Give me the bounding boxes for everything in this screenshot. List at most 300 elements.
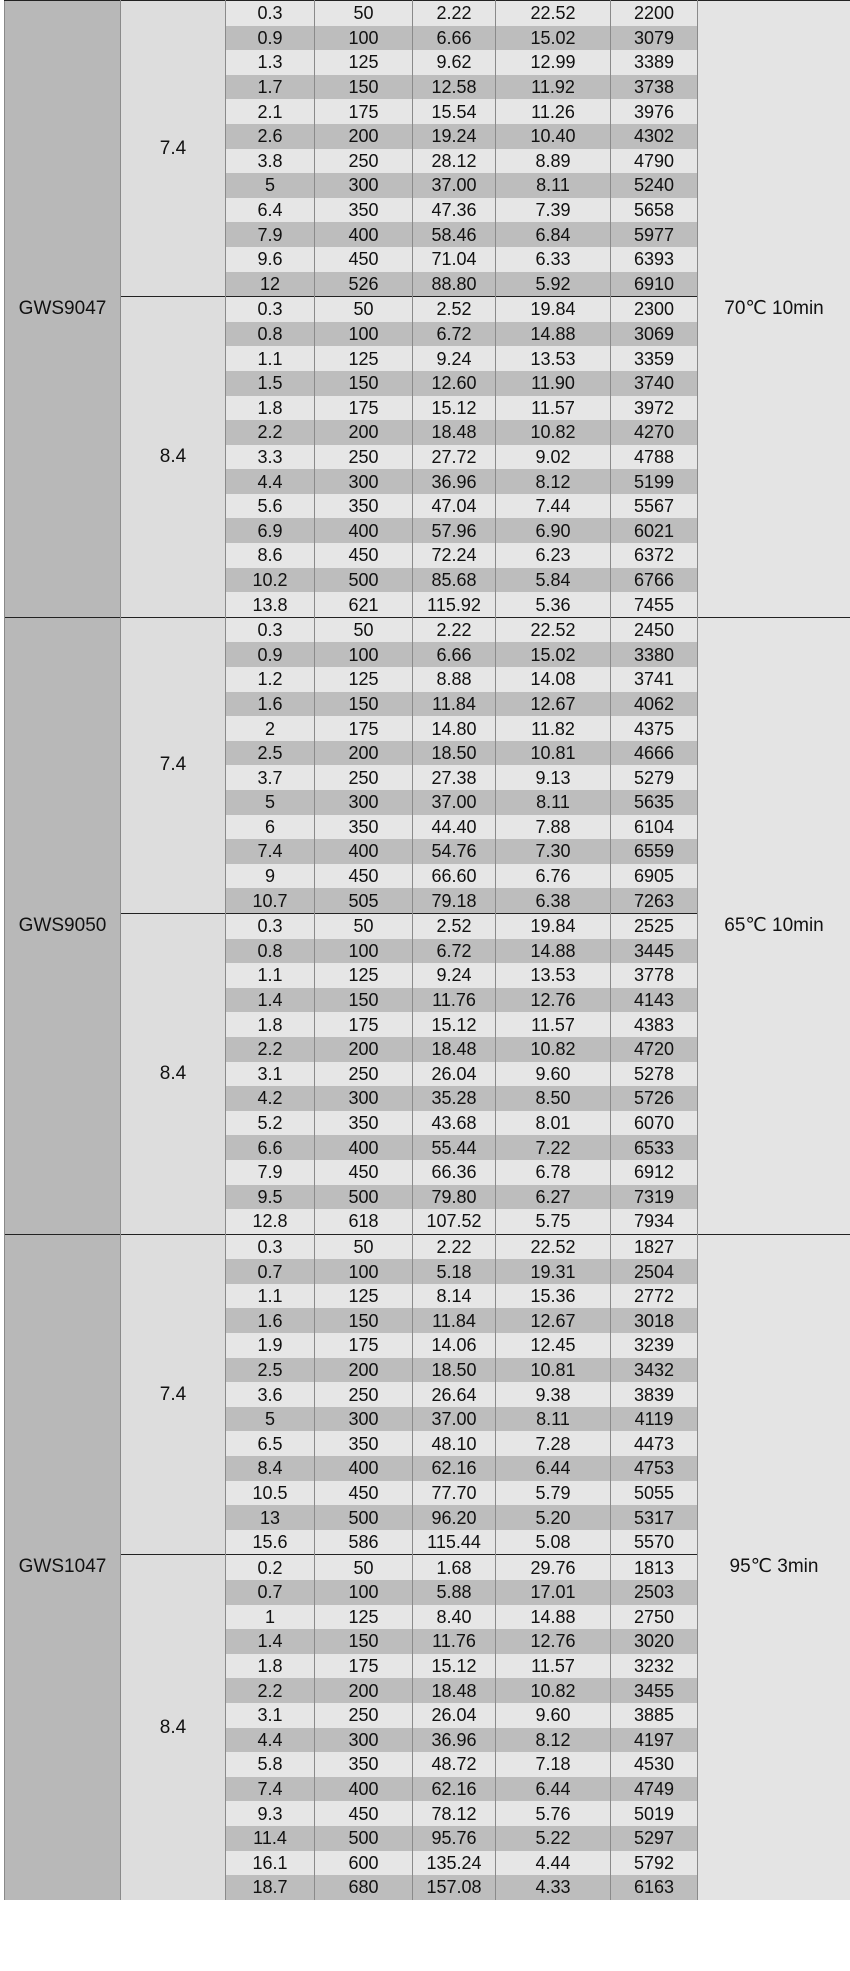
current-cell: 10.5 xyxy=(226,1481,315,1506)
efficiency-cell: 10.81 xyxy=(496,1358,611,1383)
throttle-cell: 450 xyxy=(315,543,413,568)
current-cell: 6.4 xyxy=(226,198,315,223)
rpm-cell: 7319 xyxy=(611,1185,698,1210)
throttle-cell: 400 xyxy=(315,839,413,864)
rpm-cell: 6766 xyxy=(611,568,698,593)
throttle-cell: 100 xyxy=(315,26,413,51)
current-cell: 9.3 xyxy=(226,1801,315,1826)
efficiency-cell: 7.28 xyxy=(496,1431,611,1456)
rpm-cell: 2525 xyxy=(611,913,698,938)
efficiency-cell: 9.60 xyxy=(496,1703,611,1728)
rpm-cell: 7455 xyxy=(611,592,698,617)
efficiency-cell: 19.84 xyxy=(496,297,611,322)
efficiency-cell: 10.82 xyxy=(496,1037,611,1062)
throttle-cell: 200 xyxy=(315,124,413,149)
throttle-cell: 175 xyxy=(315,1654,413,1679)
rpm-cell: 3972 xyxy=(611,396,698,421)
power-cell: 28.12 xyxy=(413,149,496,174)
power-cell: 85.68 xyxy=(413,568,496,593)
throttle-cell: 50 xyxy=(315,1234,413,1259)
efficiency-cell: 19.84 xyxy=(496,913,611,938)
efficiency-cell: 5.92 xyxy=(496,272,611,297)
rpm-cell: 3740 xyxy=(611,371,698,396)
throttle-cell: 50 xyxy=(315,297,413,322)
efficiency-cell: 5.08 xyxy=(496,1530,611,1555)
throttle-cell: 618 xyxy=(315,1209,413,1234)
efficiency-cell: 8.11 xyxy=(496,1407,611,1432)
power-cell: 43.68 xyxy=(413,1111,496,1136)
rpm-cell: 5279 xyxy=(611,765,698,790)
current-cell: 7.4 xyxy=(226,1777,315,1802)
current-cell: 0.3 xyxy=(226,297,315,322)
throttle-cell: 500 xyxy=(315,1826,413,1851)
current-cell: 7.9 xyxy=(226,1160,315,1185)
efficiency-cell: 13.53 xyxy=(496,346,611,371)
power-cell: 5.88 xyxy=(413,1580,496,1605)
power-cell: 48.10 xyxy=(413,1431,496,1456)
rpm-cell: 3839 xyxy=(611,1382,698,1407)
rpm-cell: 3389 xyxy=(611,50,698,75)
table-row xyxy=(5,1,850,26)
power-cell: 88.80 xyxy=(413,272,496,297)
efficiency-cell: 11.82 xyxy=(496,716,611,741)
current-cell: 5 xyxy=(226,1407,315,1432)
rpm-cell: 5792 xyxy=(611,1851,698,1876)
power-cell: 55.44 xyxy=(413,1135,496,1160)
current-cell: 5.6 xyxy=(226,494,315,519)
current-cell: 1.1 xyxy=(226,963,315,988)
current-cell: 6 xyxy=(226,815,315,840)
current-cell: 1.8 xyxy=(226,1012,315,1037)
power-cell: 157.08 xyxy=(413,1875,496,1900)
throttle-cell: 150 xyxy=(315,371,413,396)
power-cell: 44.40 xyxy=(413,815,496,840)
power-cell: 6.72 xyxy=(413,322,496,347)
throttle-cell: 150 xyxy=(315,692,413,717)
current-cell: 2.5 xyxy=(226,741,315,766)
current-cell: 0.7 xyxy=(226,1580,315,1605)
efficiency-cell: 8.12 xyxy=(496,469,611,494)
efficiency-cell: 7.30 xyxy=(496,839,611,864)
efficiency-cell: 11.57 xyxy=(496,396,611,421)
throttle-cell: 175 xyxy=(315,1333,413,1358)
throttle-cell: 200 xyxy=(315,1678,413,1703)
current-cell: 0.8 xyxy=(226,939,315,964)
rpm-cell: 5317 xyxy=(611,1505,698,1530)
current-cell: 3.8 xyxy=(226,149,315,174)
voltage-cell: 7.4 xyxy=(121,617,226,913)
rpm-cell: 7934 xyxy=(611,1209,698,1234)
current-cell: 0.8 xyxy=(226,322,315,347)
power-cell: 115.92 xyxy=(413,592,496,617)
power-cell: 14.80 xyxy=(413,716,496,741)
power-cell: 9.24 xyxy=(413,963,496,988)
current-cell: 13 xyxy=(226,1505,315,1530)
current-cell: 0.7 xyxy=(226,1259,315,1284)
rpm-cell: 5977 xyxy=(611,222,698,247)
efficiency-cell: 10.82 xyxy=(496,420,611,445)
current-cell: 6.9 xyxy=(226,518,315,543)
rpm-cell: 1827 xyxy=(611,1234,698,1259)
current-cell: 18.7 xyxy=(226,1875,315,1900)
rpm-cell: 3432 xyxy=(611,1358,698,1383)
efficiency-cell: 15.02 xyxy=(496,642,611,667)
efficiency-cell: 6.27 xyxy=(496,1185,611,1210)
throttle-cell: 125 xyxy=(315,1284,413,1309)
current-cell: 2.2 xyxy=(226,1037,315,1062)
current-cell: 1.8 xyxy=(226,1654,315,1679)
current-cell: 2.2 xyxy=(226,1678,315,1703)
current-cell: 8.4 xyxy=(226,1456,315,1481)
throttle-cell: 621 xyxy=(315,592,413,617)
current-cell: 6.5 xyxy=(226,1431,315,1456)
power-cell: 36.96 xyxy=(413,1728,496,1753)
current-cell: 12.8 xyxy=(226,1209,315,1234)
model-name: GWS9047 xyxy=(5,1,121,618)
throttle-cell: 300 xyxy=(315,1728,413,1753)
efficiency-cell: 14.88 xyxy=(496,322,611,347)
power-cell: 57.96 xyxy=(413,518,496,543)
efficiency-cell: 15.36 xyxy=(496,1284,611,1309)
current-cell: 5 xyxy=(226,173,315,198)
efficiency-cell: 9.13 xyxy=(496,765,611,790)
throttle-cell: 175 xyxy=(315,1012,413,1037)
efficiency-cell: 11.57 xyxy=(496,1012,611,1037)
efficiency-cell: 29.76 xyxy=(496,1555,611,1580)
rpm-cell: 6070 xyxy=(611,1111,698,1136)
rpm-cell: 4375 xyxy=(611,716,698,741)
current-cell: 9.6 xyxy=(226,247,315,272)
throttle-cell: 50 xyxy=(315,913,413,938)
rpm-cell: 4753 xyxy=(611,1456,698,1481)
throttle-cell: 100 xyxy=(315,1259,413,1284)
rpm-cell: 3020 xyxy=(611,1629,698,1654)
power-cell: 37.00 xyxy=(413,790,496,815)
power-cell: 96.20 xyxy=(413,1505,496,1530)
current-cell: 11.4 xyxy=(226,1826,315,1851)
power-cell: 2.52 xyxy=(413,297,496,322)
power-cell: 71.04 xyxy=(413,247,496,272)
efficiency-cell: 14.88 xyxy=(496,939,611,964)
efficiency-cell: 7.39 xyxy=(496,198,611,223)
current-cell: 2.6 xyxy=(226,124,315,149)
voltage-cell: 8.4 xyxy=(121,297,226,618)
throttle-cell: 250 xyxy=(315,1382,413,1407)
throttle-cell: 150 xyxy=(315,1308,413,1333)
current-cell: 8.6 xyxy=(226,543,315,568)
current-cell: 1.2 xyxy=(226,667,315,692)
throttle-cell: 200 xyxy=(315,1358,413,1383)
throttle-cell: 50 xyxy=(315,1555,413,1580)
throttle-cell: 350 xyxy=(315,198,413,223)
current-cell: 2 xyxy=(226,716,315,741)
power-cell: 18.48 xyxy=(413,1678,496,1703)
throttle-cell: 175 xyxy=(315,99,413,124)
rpm-cell: 4143 xyxy=(611,988,698,1013)
throttle-cell: 680 xyxy=(315,1875,413,1900)
efficiency-cell: 22.52 xyxy=(496,1,611,26)
efficiency-cell: 5.76 xyxy=(496,1801,611,1826)
current-cell: 0.3 xyxy=(226,1234,315,1259)
power-cell: 18.48 xyxy=(413,1037,496,1062)
rpm-cell: 4666 xyxy=(611,741,698,766)
efficiency-cell: 7.22 xyxy=(496,1135,611,1160)
efficiency-cell: 11.92 xyxy=(496,75,611,100)
efficiency-cell: 5.20 xyxy=(496,1505,611,1530)
throttle-cell: 300 xyxy=(315,469,413,494)
efficiency-cell: 17.01 xyxy=(496,1580,611,1605)
throttle-cell: 125 xyxy=(315,963,413,988)
efficiency-cell: 8.89 xyxy=(496,149,611,174)
rpm-cell: 4749 xyxy=(611,1777,698,1802)
rpm-cell: 6905 xyxy=(611,864,698,889)
rpm-cell: 2200 xyxy=(611,1,698,26)
power-cell: 18.48 xyxy=(413,420,496,445)
rpm-cell: 6021 xyxy=(611,518,698,543)
power-cell: 11.84 xyxy=(413,1308,496,1333)
power-cell: 26.04 xyxy=(413,1703,496,1728)
efficiency-cell: 9.38 xyxy=(496,1382,611,1407)
efficiency-cell: 11.26 xyxy=(496,99,611,124)
power-cell: 27.38 xyxy=(413,765,496,790)
power-cell: 11.76 xyxy=(413,1629,496,1654)
current-cell: 6.6 xyxy=(226,1135,315,1160)
efficiency-cell: 8.01 xyxy=(496,1111,611,1136)
rpm-cell: 3359 xyxy=(611,346,698,371)
efficiency-cell: 12.67 xyxy=(496,692,611,717)
rpm-cell: 6104 xyxy=(611,815,698,840)
throttle-cell: 100 xyxy=(315,322,413,347)
power-cell: 8.40 xyxy=(413,1605,496,1630)
throttle-cell: 400 xyxy=(315,1456,413,1481)
current-cell: 1.8 xyxy=(226,396,315,421)
rpm-cell: 6559 xyxy=(611,839,698,864)
current-cell: 7.9 xyxy=(226,222,315,247)
power-cell: 5.18 xyxy=(413,1259,496,1284)
current-cell: 1.6 xyxy=(226,692,315,717)
power-cell: 15.12 xyxy=(413,396,496,421)
rpm-cell: 5055 xyxy=(611,1481,698,1506)
efficiency-cell: 12.99 xyxy=(496,50,611,75)
throttle-cell: 50 xyxy=(315,1,413,26)
throttle-cell: 150 xyxy=(315,988,413,1013)
power-cell: 15.12 xyxy=(413,1654,496,1679)
rpm-cell: 4270 xyxy=(611,420,698,445)
throttle-cell: 250 xyxy=(315,765,413,790)
efficiency-cell: 6.33 xyxy=(496,247,611,272)
throttle-cell: 450 xyxy=(315,247,413,272)
power-cell: 47.04 xyxy=(413,494,496,519)
throttle-cell: 400 xyxy=(315,518,413,543)
rpm-cell: 5658 xyxy=(611,198,698,223)
rpm-cell: 2750 xyxy=(611,1605,698,1630)
rpm-cell: 6533 xyxy=(611,1135,698,1160)
throttle-cell: 350 xyxy=(315,1752,413,1777)
current-cell: 13.8 xyxy=(226,592,315,617)
power-cell: 26.64 xyxy=(413,1382,496,1407)
current-cell: 0.3 xyxy=(226,1,315,26)
current-cell: 12 xyxy=(226,272,315,297)
power-cell: 135.24 xyxy=(413,1851,496,1876)
power-cell: 11.76 xyxy=(413,988,496,1013)
rpm-cell: 3741 xyxy=(611,667,698,692)
efficiency-cell: 8.11 xyxy=(496,790,611,815)
current-cell: 3.1 xyxy=(226,1703,315,1728)
power-cell: 18.50 xyxy=(413,741,496,766)
current-cell: 2.2 xyxy=(226,420,315,445)
rpm-cell: 4302 xyxy=(611,124,698,149)
rpm-cell: 4788 xyxy=(611,445,698,470)
throttle-cell: 600 xyxy=(315,1851,413,1876)
power-cell: 6.66 xyxy=(413,642,496,667)
power-cell: 47.36 xyxy=(413,198,496,223)
rpm-cell: 4383 xyxy=(611,1012,698,1037)
throttle-cell: 450 xyxy=(315,1160,413,1185)
throttle-cell: 100 xyxy=(315,642,413,667)
test-condition: 95℃ 3min xyxy=(698,1234,850,1900)
rpm-cell: 5240 xyxy=(611,173,698,198)
power-cell: 12.60 xyxy=(413,371,496,396)
efficiency-cell: 8.50 xyxy=(496,1086,611,1111)
current-cell: 1.1 xyxy=(226,346,315,371)
rpm-cell: 6163 xyxy=(611,1875,698,1900)
rpm-cell: 6910 xyxy=(611,272,698,297)
throttle-cell: 526 xyxy=(315,272,413,297)
rpm-cell: 6372 xyxy=(611,543,698,568)
current-cell: 0.3 xyxy=(226,913,315,938)
throttle-cell: 250 xyxy=(315,1062,413,1087)
throttle-cell: 400 xyxy=(315,1135,413,1160)
power-cell: 9.62 xyxy=(413,50,496,75)
current-cell: 0.3 xyxy=(226,617,315,642)
power-cell: 6.72 xyxy=(413,939,496,964)
rpm-cell: 5199 xyxy=(611,469,698,494)
current-cell: 4.2 xyxy=(226,1086,315,1111)
power-cell: 79.18 xyxy=(413,888,496,913)
efficiency-cell: 15.02 xyxy=(496,26,611,51)
efficiency-cell: 12.45 xyxy=(496,1333,611,1358)
test-condition: 65℃ 10min xyxy=(698,617,850,1234)
efficiency-cell: 5.75 xyxy=(496,1209,611,1234)
power-cell: 2.22 xyxy=(413,617,496,642)
throttle-cell: 450 xyxy=(315,1481,413,1506)
power-cell: 78.12 xyxy=(413,1801,496,1826)
efficiency-cell: 6.44 xyxy=(496,1777,611,1802)
efficiency-cell: 12.76 xyxy=(496,1629,611,1654)
power-cell: 14.06 xyxy=(413,1333,496,1358)
efficiency-cell: 6.38 xyxy=(496,888,611,913)
power-cell: 72.24 xyxy=(413,543,496,568)
rpm-cell: 5567 xyxy=(611,494,698,519)
power-cell: 9.24 xyxy=(413,346,496,371)
efficiency-cell: 10.40 xyxy=(496,124,611,149)
current-cell: 3.1 xyxy=(226,1062,315,1087)
throttle-cell: 150 xyxy=(315,75,413,100)
efficiency-cell: 12.76 xyxy=(496,988,611,1013)
efficiency-cell: 6.84 xyxy=(496,222,611,247)
rpm-cell: 6393 xyxy=(611,247,698,272)
efficiency-cell: 5.79 xyxy=(496,1481,611,1506)
power-cell: 37.00 xyxy=(413,173,496,198)
power-cell: 48.72 xyxy=(413,1752,496,1777)
power-cell: 37.00 xyxy=(413,1407,496,1432)
rpm-cell: 3738 xyxy=(611,75,698,100)
throttle-cell: 350 xyxy=(315,494,413,519)
rpm-cell: 4790 xyxy=(611,149,698,174)
efficiency-cell: 11.90 xyxy=(496,371,611,396)
throttle-cell: 200 xyxy=(315,420,413,445)
efficiency-cell: 8.11 xyxy=(496,173,611,198)
power-cell: 54.76 xyxy=(413,839,496,864)
rpm-cell: 3455 xyxy=(611,1678,698,1703)
efficiency-cell: 5.36 xyxy=(496,592,611,617)
efficiency-cell: 6.23 xyxy=(496,543,611,568)
throttle-cell: 400 xyxy=(315,222,413,247)
throttle-cell: 125 xyxy=(315,50,413,75)
current-cell: 2.5 xyxy=(226,1358,315,1383)
test-condition: 70℃ 10min xyxy=(698,1,850,618)
efficiency-cell: 7.44 xyxy=(496,494,611,519)
current-cell: 1.5 xyxy=(226,371,315,396)
throttle-cell: 200 xyxy=(315,741,413,766)
current-cell: 1.9 xyxy=(226,1333,315,1358)
voltage-cell: 8.4 xyxy=(121,1555,226,1900)
rpm-cell: 3018 xyxy=(611,1308,698,1333)
rpm-cell: 5278 xyxy=(611,1062,698,1087)
throttle-cell: 125 xyxy=(315,667,413,692)
power-cell: 66.60 xyxy=(413,864,496,889)
current-cell: 9.5 xyxy=(226,1185,315,1210)
voltage-cell: 8.4 xyxy=(121,913,226,1234)
rpm-cell: 2504 xyxy=(611,1259,698,1284)
rpm-cell: 5297 xyxy=(611,1826,698,1851)
rpm-cell: 3976 xyxy=(611,99,698,124)
throttle-cell: 400 xyxy=(315,1777,413,1802)
power-cell: 36.96 xyxy=(413,469,496,494)
throttle-cell: 350 xyxy=(315,815,413,840)
power-cell: 11.84 xyxy=(413,692,496,717)
power-cell: 2.22 xyxy=(413,1,496,26)
efficiency-cell: 5.22 xyxy=(496,1826,611,1851)
efficiency-cell: 11.57 xyxy=(496,1654,611,1679)
rpm-cell: 3778 xyxy=(611,963,698,988)
rpm-cell: 4062 xyxy=(611,692,698,717)
power-cell: 62.16 xyxy=(413,1456,496,1481)
current-cell: 1.4 xyxy=(226,988,315,1013)
rpm-cell: 3069 xyxy=(611,322,698,347)
rpm-cell: 6912 xyxy=(611,1160,698,1185)
rpm-cell: 5019 xyxy=(611,1801,698,1826)
throttle-cell: 175 xyxy=(315,716,413,741)
power-cell: 62.16 xyxy=(413,1777,496,1802)
current-cell: 1.6 xyxy=(226,1308,315,1333)
efficiency-cell: 7.88 xyxy=(496,815,611,840)
efficiency-cell: 9.60 xyxy=(496,1062,611,1087)
power-cell: 115.44 xyxy=(413,1530,496,1555)
rpm-cell: 3445 xyxy=(611,939,698,964)
efficiency-cell: 10.81 xyxy=(496,741,611,766)
efficiency-cell: 13.53 xyxy=(496,963,611,988)
current-cell: 1.3 xyxy=(226,50,315,75)
current-cell: 10.2 xyxy=(226,568,315,593)
efficiency-cell: 6.90 xyxy=(496,518,611,543)
current-cell: 0.9 xyxy=(226,26,315,51)
power-cell: 79.80 xyxy=(413,1185,496,1210)
rpm-cell: 3380 xyxy=(611,642,698,667)
efficiency-cell: 4.33 xyxy=(496,1875,611,1900)
current-cell: 4.4 xyxy=(226,1728,315,1753)
model-name: GWS1047 xyxy=(5,1234,121,1900)
